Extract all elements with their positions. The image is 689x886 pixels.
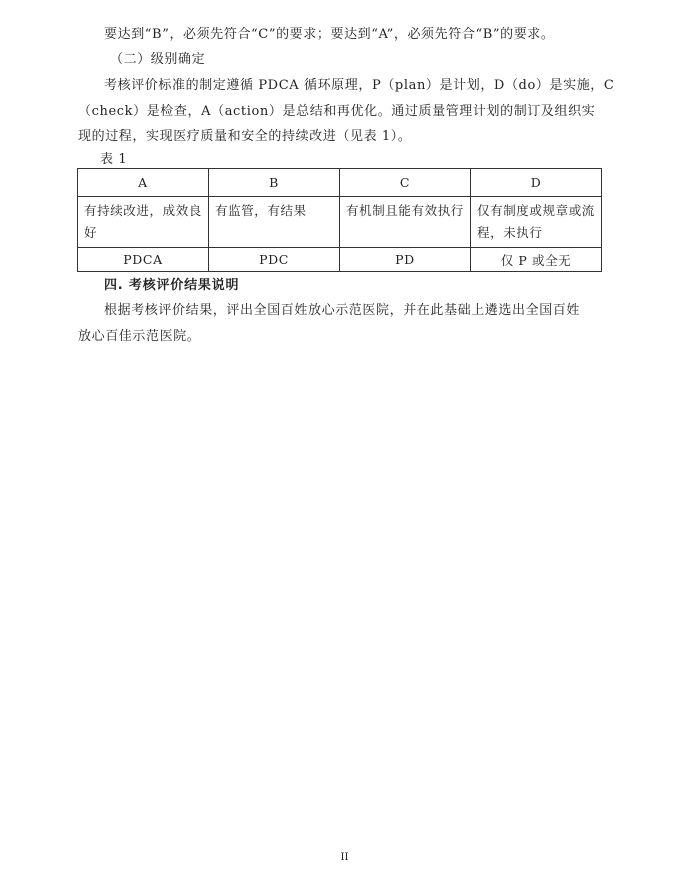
grade-table [77, 168, 602, 272]
table-description-row [78, 197, 602, 248]
header-cell-c: C [340, 169, 471, 197]
code-cell-a: PDCA [78, 248, 209, 272]
code-cell-b: PDC [209, 248, 340, 272]
header-cell-d: D [471, 169, 602, 197]
header-cell-a: A [78, 169, 209, 197]
description-cell-d: 仅有制度或规章或流程，未执行 [471, 197, 602, 248]
paragraph-pdca-line-2: （check）是检查，A（action）是总结和再优化。通过质量管理计划的制订及组织实 [78, 104, 596, 119]
table-header-row [78, 169, 602, 197]
code-cell-d: 仅 P 或全无 [471, 248, 602, 272]
paragraph-requirements: 要达到“B”，必须先符合“C”的要求；要达到“A”，必须先符合“B”的要求。 [104, 27, 555, 42]
table-code-row [78, 248, 602, 272]
description-cell-b: 有监管，有结果 [209, 197, 340, 248]
paragraph-results-line-2: 放心百佳示范医院。 [78, 329, 201, 344]
header-cell-b: B [209, 169, 340, 197]
section-heading-results: 四. 考核评价结果说明 [104, 278, 240, 293]
paragraph-pdca-line-1: 考核评价标准的制定遵循 PDCA 循环原理，P（plan）是计划，D（do）是实施，C [104, 78, 615, 93]
page-number: II [340, 852, 349, 863]
description-cell-c: 有机制且能有效执行 [340, 197, 471, 248]
paragraph-results-line-1: 根据考核评价结果，评出全国百姓放心示范医院，并在此基础上遴选出全国百姓 [104, 303, 581, 318]
code-cell-c: PD [340, 248, 471, 272]
paragraph-pdca-line-3: 现的过程，实现医疗质量和安全的持续改进（见表 1）。 [78, 129, 412, 144]
subheading-level-determination: （二）级别确定 [110, 52, 206, 67]
description-cell-a: 有持续改进，成效良好 [78, 197, 209, 248]
table-caption: 表 1 [100, 152, 128, 167]
